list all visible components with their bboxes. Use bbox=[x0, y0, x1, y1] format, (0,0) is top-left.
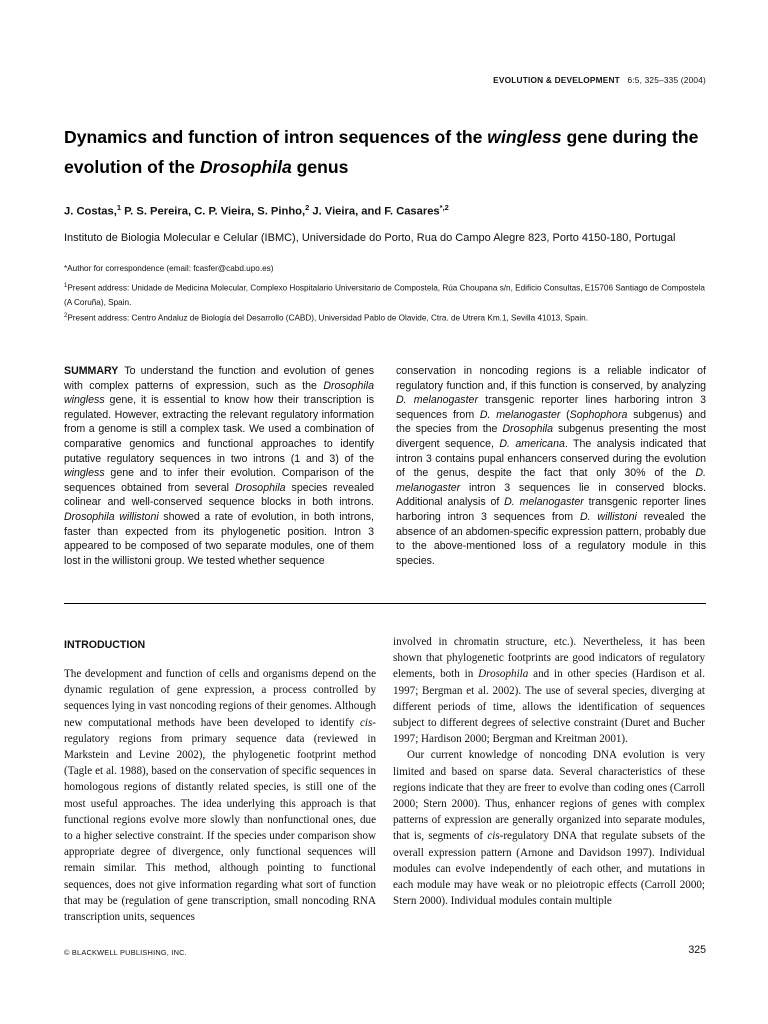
intro-paragraph-1 bbox=[64, 666, 376, 925]
intro-paragraph-2 bbox=[393, 634, 705, 747]
italic-run: D. willistoni bbox=[579, 510, 637, 523]
text-run: -regulatory DNA that regulate subsets of the overall expression pattern (Arnone and Davidson 1997). Individual modules can evolve independently of each other, and mutations in each module may have weak or no pleiotropic effects (Carroll 2000; Stern 2000). Individual modules contain multiple bbox=[393, 830, 705, 908]
italic-run: Drosophila wingless bbox=[64, 379, 374, 407]
text-run: and in other species (Hardison et al. 1997; Bergman et al. 2002). The use of several species, diverging at different periods of time, allows the identification of sequences subject to different degrees of selective constraint (Duret and Bucher 1997; Hardison 2000; Bergman and Kreitman 2001). bbox=[393, 668, 705, 746]
present-address-1-sup: 1 bbox=[64, 283, 68, 289]
italic-run: D. melanogaster bbox=[396, 394, 478, 407]
title-text-3: genus bbox=[291, 157, 349, 177]
summary-column-1 bbox=[64, 364, 374, 568]
text-run: showed a rate of evolution, in both introns, faster than expected from its phylogenetic position. Intron 3 appeared to be composed of two separate modules, one of them lost in the willistoni group. We tested whether sequence bbox=[64, 510, 375, 567]
text-run: subgenus presenting the most divergent sequence, bbox=[396, 423, 706, 450]
present-address-2-sup: 2 bbox=[64, 313, 68, 319]
present-address-2-text: Present address: Centro Andaluz de Biología del Desarrollo (CABD), Universidad Pablo de Olavide, Ctra. de Utrera Km.1, Sevilla 41013, Spain. bbox=[67, 313, 588, 323]
text-run: involved in chromatin structure, etc.). Nevertheless, it has been shown that phylogenetic footprints are good indicators of regulatory elements, both in bbox=[393, 636, 705, 681]
text-run: gene and to infer their evolution. Comparison of the sequences obtained from several bbox=[64, 467, 374, 494]
italic-run: D. melanogaster bbox=[396, 467, 706, 494]
text-run: transgenic reporter lines harboring intron 3 sequences from bbox=[396, 496, 707, 523]
affiliation: Instituto de Biologia Molecular e Celular (IBMC), Universidade do Porto, Rua do Campo Alegre 823, Porto 4150-180, Portugal bbox=[64, 232, 676, 244]
italic-run: Drosophila willistoni bbox=[64, 510, 159, 523]
italic-run: Drosophila bbox=[478, 668, 529, 681]
page-number: 325 bbox=[688, 944, 706, 956]
article-title bbox=[64, 122, 714, 182]
title-text-2: gene during the evolution of the bbox=[64, 127, 699, 177]
present-address-2 bbox=[64, 309, 714, 326]
italic-run: cis bbox=[359, 716, 373, 729]
text-run: conservation in noncoding regions is a reliable indicator of regulatory function and, if this function is conserved, by analyzing bbox=[396, 365, 706, 392]
text-run: subgenus) and the species from the bbox=[396, 408, 706, 436]
running-header bbox=[470, 75, 706, 85]
author-3-sup: *,2 bbox=[439, 203, 449, 212]
introduction-column-1 bbox=[64, 666, 376, 925]
italic-run: Drosophila bbox=[234, 481, 286, 494]
present-address-1 bbox=[64, 279, 714, 310]
title-italic-1: wingless bbox=[487, 127, 562, 147]
correspondence-note: *Author for correspondence (email: fcasfer@cabd.upo.es) bbox=[64, 264, 274, 273]
text-run: . The analysis indicated that intron 3 contains pupal enhancers conserved during the evolution of the genus, despite the fact that only 30% of the bbox=[396, 437, 706, 480]
text-run: intron 3 sequences lie in conserved blocks. Additional analysis of bbox=[396, 481, 706, 509]
italic-run: D. melanogaster bbox=[504, 496, 584, 509]
author-1: J. Costas, bbox=[64, 205, 117, 218]
present-address-1-text: Present address: Unidade de Medicina Molecular, Complexo Hospitalario Universitario de Compostela, Rúa Choupana s/n, Edificio Consultas, E15706 Santiago de Compostela (A Coruña), Spain. bbox=[64, 283, 705, 307]
italic-run: cis bbox=[487, 830, 500, 843]
text-run: The development and function of cells and organisms depend on the dynamic regulation of gene expression, a process controlled by sequences lying in vast noncoding regions of their genomes. Although new computational methods have been developed to identify bbox=[64, 668, 376, 729]
italic-run: D. melanogaster bbox=[479, 408, 561, 421]
text-run: revealed the absence of an abdomen-specific expression pattern, probably due to the above-mentioned loss of a regulatory module in this species. bbox=[396, 510, 707, 567]
text-run: To understand the function and evolution of genes with complex patterns of expression, such as the bbox=[64, 365, 374, 392]
publisher-footer: © BLACKWELL PUBLISHING, INC. bbox=[64, 948, 187, 957]
italic-run: Drosophila bbox=[502, 423, 554, 436]
section-divider bbox=[64, 603, 706, 604]
author-3: J. Vieira, and F. Casares bbox=[309, 205, 440, 218]
summary-text-1 bbox=[64, 365, 374, 567]
title-italic-2: Drosophila bbox=[199, 157, 292, 177]
introduction-column-2 bbox=[393, 634, 705, 909]
citation: 6:5, 325–335 (2004) bbox=[627, 75, 706, 85]
text-run: ( bbox=[560, 408, 570, 421]
text-run: transgenic reporter lines harboring intron 3 sequences from bbox=[396, 394, 706, 421]
author-2-sup: 2 bbox=[305, 203, 310, 212]
author-2: P. S. Pereira, C. P. Vieira, S. Pinho, bbox=[121, 205, 306, 218]
text-run: gene, it is essential to know how their transcription is regulated. However, extracting the relevant regulatory information from a genome is still a complex task. We used a combination of comparative genomics and functional approaches to identify putative regulatory sequences in two introns (1 and 3) of the bbox=[64, 394, 374, 465]
author-1-sup: 1 bbox=[116, 203, 122, 212]
italic-run: wingless bbox=[64, 467, 105, 480]
author-list bbox=[64, 203, 714, 218]
text-run: -regulatory regions from primary sequence data (reviewed in Markstein and Levine 2002), the phylogenetic footprint method (Tagle et al. 1988), based on the conservation of specific sequences in homologous regions of distantly related species, is still one of the most useful approaches. The idea underlying this approach is that functional regions evolve more slowly than nonfunctional ones, due to a higher selective constraint. If the species under comparison show appropriate degree of divergence, only functional sequences will remain similar. This method, although pointing to functional sequences, does not give information regarding what sort of function that may be (regulation of gene transcription, small noncoding RNA transcription units, sequences bbox=[64, 716, 376, 924]
journal-name: EVOLUTION & DEVELOPMENT bbox=[493, 75, 620, 85]
intro-paragraph-3 bbox=[393, 747, 705, 909]
title-text-1: Dynamics and function of intron sequences of the bbox=[64, 127, 488, 147]
summary-text-2 bbox=[396, 365, 706, 567]
introduction-heading: INTRODUCTION bbox=[64, 639, 146, 651]
italic-run: D. americana bbox=[499, 437, 565, 450]
italic-run: Sophophora bbox=[569, 408, 628, 421]
text-run: species revealed colinear and well-conserved sequence blocks in both introns. bbox=[64, 481, 375, 509]
text-run: Our current knowledge of noncoding DNA evolution is very limited and based on sparse data. Several characteristics of these regions indicate that they are freer to evolve than coding ones (Carroll 2000; Stern 2000). Thus, enhancer regions of genes with complex patterns of expression are generally organized into separate modules, that is, segments of bbox=[393, 749, 705, 843]
summary-column-2 bbox=[396, 364, 706, 568]
summary-heading: SUMMARY bbox=[64, 365, 119, 377]
